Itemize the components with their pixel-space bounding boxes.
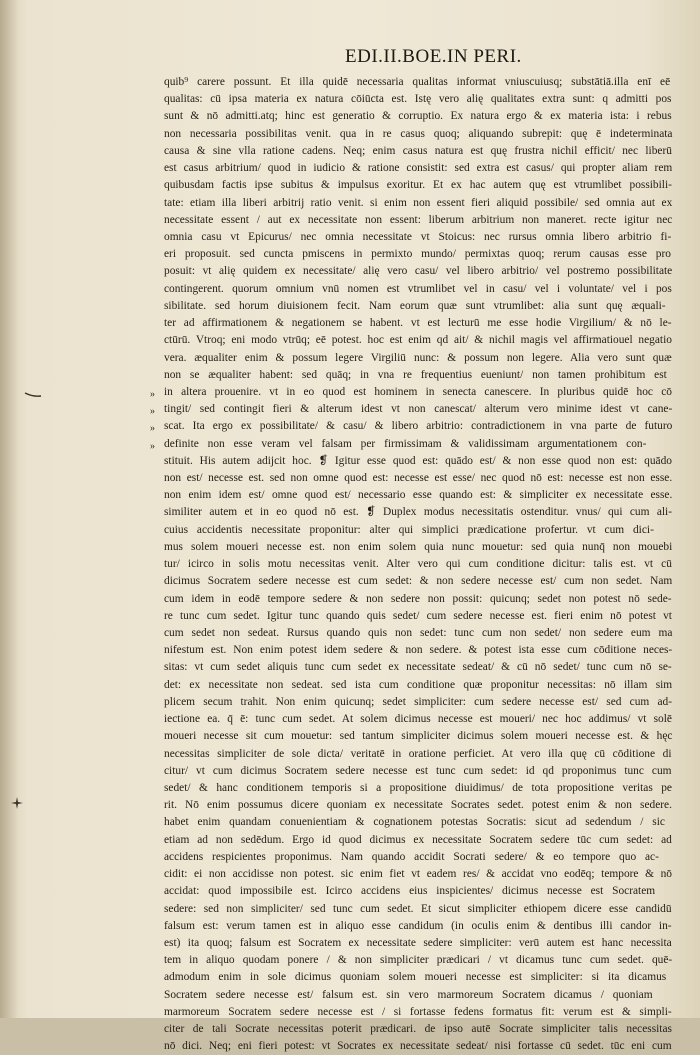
text-line: omnia casu vt Epicurus/ nec omnia necessitate vt Stoicus: nec rursus omnia libero arbitrio fi- bbox=[164, 230, 672, 243]
commentary-text-block bbox=[164, 74, 672, 1055]
text-line: similiter autem et in eo quod nō est. ❡ Duplex modus necessitatis ostenditur. vnus/ qui cum ali- bbox=[164, 506, 672, 519]
text-line: est casus arbitrium/ quod in iudicio & ratione consistit: sed extra est casus/ qui propter aliam rem bbox=[164, 162, 673, 175]
quotation-marker: » bbox=[150, 389, 154, 400]
text-line: non se æqualiter habent: sed quāq; in vna re frequentius eueniunt/ non tamen prohibitum est bbox=[164, 368, 667, 381]
text-line: re tunc cum sedet. Igitur tunc quando quis sedet/ cum sedere necesse est. fieri enim nō potest vt bbox=[164, 609, 672, 622]
text-line: citer de tali Socrate necessitas poterit prædicari. de ipso autē Socrate simpliciter talis necessitas bbox=[164, 1023, 672, 1036]
text-line: plicem secum trahit. Non enim quicunq; sedet simpliciter: cum sedere necesse est/ sed cum ad- bbox=[164, 695, 673, 708]
text-line: etiam ad non sedēdum. Ergo id quod dicimus ex necessitate Socratem sedere tūc cum sedet: ad bbox=[164, 833, 672, 846]
text-line: nifestum est. Non enim potest idem sedere & non sedere. & potest ista esse cum cōditione neces- bbox=[164, 644, 673, 657]
text-line: habet enim quandam conuenientiam & cognationem potestas Socratis: sicut ad sedendum / sic bbox=[164, 816, 665, 829]
quotation-marker: » bbox=[150, 406, 154, 417]
text-line: cuius accidentis necessitate proponitur: alter qui simplici prædicatione profertur. vt cum dici- bbox=[164, 523, 654, 536]
text-line: mus solem moueri necesse est. non enim solem quia nunc mouetur: sed quia nunq̄ non mouebi bbox=[164, 540, 673, 553]
text-line: citur/ vt cum dicimus Socratem sedere necesse est tunc cum sedet: id qd proponimus tunc cum bbox=[164, 764, 672, 777]
text-line: stituit. His autem adijcit hoc. ❡ Igitur esse quod est: quādo est/ & non esse quod non est: quādo bbox=[164, 454, 672, 467]
text-line: sunt & nō admitti.atq; hinc est generatio & corruptio. Ex natura ergo & ex materia ista: i rebus bbox=[164, 110, 672, 123]
text-line: posuit: vt alię quidem ex necessitate/ alię vero casu/ vel libero arbitrio/ vel postremo possibilitate bbox=[164, 265, 673, 278]
text-line: causa & sine vlla ratione cadens. Neq; enim casus natura est quę frustra nichil efficit/ nec liberū bbox=[164, 144, 672, 157]
text-line: tem in aliquo quodam ponere / & non simpliciter prædicari / vt dicamus tunc cum sedet. quē- bbox=[164, 954, 673, 967]
text-line: cidit: ei non accidisse non potest. sic enim fiet vt eadem res/ & accidat vno eodēq; tempore & nō bbox=[164, 868, 672, 881]
text-line: scat. Ita ergo ex possibilitate/ & casu/ & libero arbitrio: contradictionem in vna parte de futuro bbox=[164, 420, 673, 433]
quotation-marker: » bbox=[150, 441, 154, 452]
text-line: tur/ icirco in solis motu necessitas venit. Alter vero qui cum conditione dicitur: talis est. vt cū bbox=[164, 558, 672, 571]
text-line: nō dici. Neq; eni fieri potest: vt Socrates ex necessitate sedeat/ nisi fortasse cū sedet. tūc eni cum bbox=[164, 1040, 672, 1053]
text-line: quibusdam factis ipse subitus & impulsus exoritur. Et ex hac autem quę est vtrumlibet possibili- bbox=[164, 179, 672, 192]
text-line: sedet/ & hanc conditionem temporis si a propositione diuidimus/ de tota propositione veritas pe bbox=[164, 781, 672, 794]
text-line: tate: etiam illa liberi arbitrij ratio venit. si enim non essent fieri aliquid possibile/ sed omnia aut ex bbox=[164, 196, 673, 209]
text-line: ter ad affirmationem & negationem se habent. vt est lecturū me esse hodie Virgilium/ & nō le- bbox=[164, 317, 672, 330]
text-line: cum sedet non sedeat. Rursus quando quis non sedet: tunc cum non sedet/ non sedere eum ma bbox=[164, 627, 673, 639]
text-line: falsum est: verum tamen est in aliquo esse candidum (in oculis enim & dentibus illi candor in- bbox=[164, 919, 672, 932]
text-line: cum idem in eodē tempore sedere & non sedere non possit: quicunq; sedet non potest nō sede- bbox=[164, 592, 672, 605]
text-line: ctūrū. Vtroq; eni modo vtrūq; eē potest. hoc est enim qd ait/ & nichil magis vel affirmatiouel negatio bbox=[164, 334, 672, 347]
text-line: quib⁹ carere possunt. Et illa quidē necessaria qualitas informat vniuscuiusq; substātiā.illa enī eē bbox=[164, 76, 671, 88]
text-line: qualitas: cū ipsa materia ex natura cōiūcta est. Istę vero alię qualitates extra sunt: q admitti pos bbox=[164, 93, 672, 106]
margin-pen-stroke-icon bbox=[24, 392, 42, 398]
text-line: sibilitate. sed horum diuisionem fecit. Nam eorum quæ sunt vtrumlibet: alia sunt quę æquali- bbox=[164, 299, 666, 312]
text-line: vera. æqualiter enim & possum legere Virgiliū nunc: & possum non legere. Alia vero sunt quæ bbox=[164, 351, 672, 364]
quotation-marker: » bbox=[150, 423, 154, 434]
text-line: admodum enim in sole dicimus quoniam solem moueri necesse est simpliciter: si ita dicamus bbox=[164, 971, 667, 984]
running-head-title: EDI.II.BOE.IN PERI. bbox=[345, 46, 522, 67]
text-line: non enim idem est/ omne quod est/ necessario esse quando est: & simpliciter ex necessitate esse. bbox=[164, 489, 673, 502]
text-line: contingerent. quorum omnium vnū nomen est vtrumlibet vel in casu/ vel i voluntate/ vel i pos bbox=[164, 282, 672, 295]
text-line: dicimus Socratem sedere necesse est cum sedet: & non sedere necesse est/ cum non sedet. Nam bbox=[164, 575, 673, 588]
text-line: sedere: sed non simpliciter/ sed tunc cum sedet. Et sicut simpliciter ethiopem dicere esse candidū bbox=[164, 902, 672, 915]
text-line: moueri necesse sit cum mouetur: sed tantum simpliciter dicimus solem moueri necesse est. & hęc bbox=[164, 730, 673, 743]
text-line: non necessaria possibilitas venit. qua in re casus quoq; aliquando subrepit: quę ē indeterminata bbox=[164, 127, 673, 140]
text-line: sitas: vt cum sedet aliquis tunc cum sedet ex necessitate sedeat/ & cū nō sedet/ tunc cum nō se- bbox=[164, 661, 672, 674]
text-line: marmoreum Socratem sedere necesse est / si fortasse fedens formatus fit: verum est & simpli- bbox=[164, 1005, 672, 1018]
manicule-star-icon bbox=[10, 796, 24, 810]
page-gutter-shadow bbox=[0, 0, 18, 1018]
text-line: tingit/ sed contingit fieri & alterum idest vt non canescat/ alterum vero minime idest vt cane- bbox=[164, 403, 673, 416]
text-line: iectione ea. q̄ ē: tunc cum sedet. At solem dicimus necesse est moueri/ nec hoc addimus/ vt solē bbox=[164, 713, 672, 726]
text-line: rit. Nō enim possumus dicere quoniam ex necessitate Socrates sedet. potest enim & non sedere. bbox=[164, 799, 672, 812]
text-line: non est/ necesse est. sed non omne quod est: necesse est esse/ nec quod nō est: necesse est non esse. bbox=[164, 472, 673, 485]
text-line: eri proposuit. sed cuncta pmiscens in permixto mundo/ permixtas quoq; rerum causas esse pro bbox=[164, 248, 671, 261]
text-line: det: ex necessitate non sedeat. sed ista cum conditione quæ proponitur necessitas: nō illam sim bbox=[164, 678, 673, 691]
text-line: necessitas simpliciter de sole dicta/ veritatē in oratione perficiet. At vero illa quę cū cōditione di bbox=[164, 747, 672, 760]
text-line: Socratem sedere necesse est/ falsum est. sin vero marmoreum Socratem dicamus / quoniam bbox=[164, 988, 653, 1001]
text-line: necessitate essent / aut ex necessitate non essent: liberum arbitrium non maneret. recte igitur nec bbox=[164, 213, 673, 226]
text-line: in altera prouenire. vt in eo quod est hominem in senecta canescere. In pluribus quidē hoc cō bbox=[164, 385, 672, 398]
text-line: accidens respicientes proponimus. Nam quando accidit Socrati sedere/ & eo tempore quo ac- bbox=[164, 850, 659, 863]
text-line: definite non esse veram vel falsam per firmissimam & validissimam argumentationem con- bbox=[164, 437, 647, 450]
text-line: accidat: quod impossibile est. Icirco accidens eius inspicientes/ dicimus necesse est Socratem bbox=[164, 885, 656, 898]
text-line: est) ita quoq; falsum est Socratem ex necessitate sedere simpliciter: verū autem est hanc necessita bbox=[164, 936, 672, 949]
